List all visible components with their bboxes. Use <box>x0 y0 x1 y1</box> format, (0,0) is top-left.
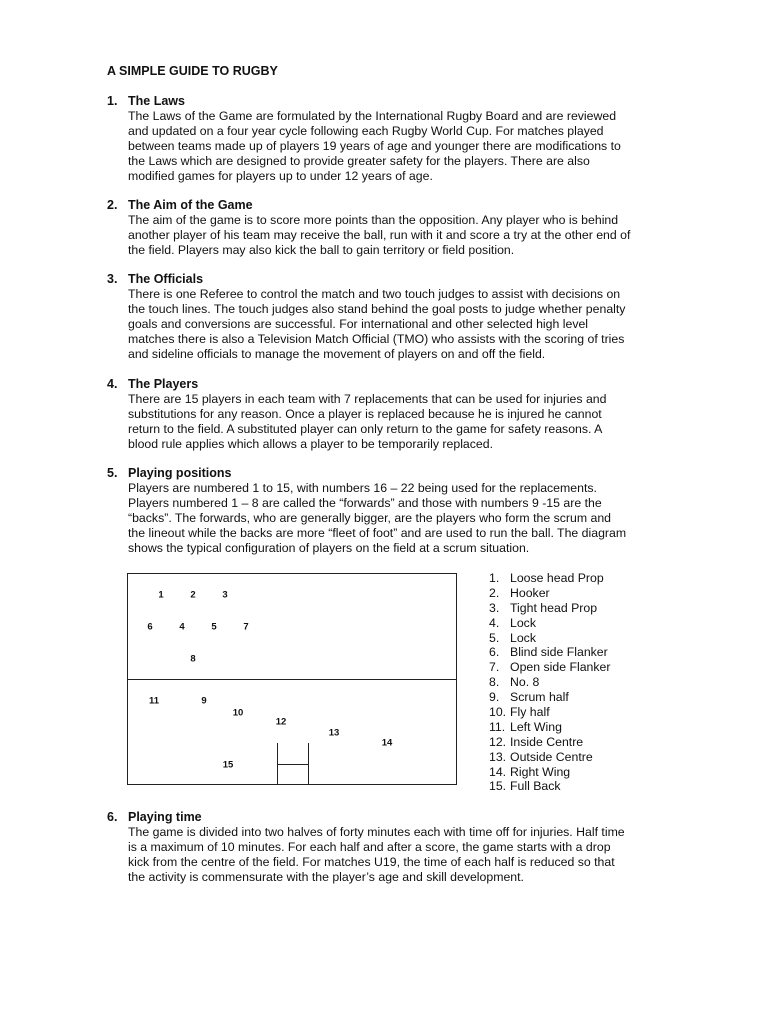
legend-number: 14. <box>489 764 507 779</box>
paragraph-line: The game is divided into two halves of forty minutes each with time off for injuries. Half time <box>128 825 625 839</box>
legend-item <box>489 750 610 765</box>
section-body <box>128 109 667 184</box>
legend-number: 7. <box>489 660 500 675</box>
paragraph-line: blood rule applies which allows a player to be temporarily replaced. <box>128 437 494 451</box>
player-marker-10: 10 <box>232 707 244 719</box>
paragraph-line: There is one Referee to control the match and two touch judges to assist with decisions on <box>128 287 621 301</box>
player-marker-8: 8 <box>190 653 196 665</box>
paragraph-line: substitutions for any reason. Once a player is replaced because he is injured he cannot <box>128 407 602 421</box>
section-body <box>128 825 667 885</box>
legend-item <box>489 735 610 750</box>
legend-label: Fly half <box>510 705 550 720</box>
section-heading <box>107 810 667 825</box>
paragraph-line: The Laws of the Game are formulated by the International Rugby Board and are reviewed <box>128 109 617 123</box>
legend-item <box>489 571 610 586</box>
legend-item <box>489 720 610 735</box>
legend-label: Loose head Prop <box>510 571 604 585</box>
section-title: The Laws <box>128 94 185 108</box>
legend-item <box>489 675 610 690</box>
legend-label: Full Back <box>510 779 561 794</box>
legend-label: Tight head Prop <box>510 600 598 615</box>
goal-crossbar <box>277 764 308 765</box>
legend-label: Blind side Flanker <box>510 645 608 660</box>
section-aim-of-the-game <box>107 198 667 258</box>
legend-number: 13. <box>489 749 507 764</box>
section-laws <box>107 94 667 184</box>
section-number: 2. <box>107 198 118 212</box>
section-playing-positions <box>107 466 667 556</box>
legend-number: 10. <box>489 705 507 720</box>
player-marker-12: 12 <box>275 716 287 728</box>
legend-number: 6. <box>489 645 500 660</box>
section-heading <box>107 377 667 392</box>
legend-label: Open side Flanker <box>510 660 611 675</box>
section-title: The Aim of the Game <box>128 198 253 212</box>
paragraph-line: goals and conversions are successful. For international and other selected high level <box>128 317 589 331</box>
section-title: The Players <box>128 377 199 391</box>
legend-number: 9. <box>489 690 500 705</box>
paragraph-line: between teams made up of players 19 years of age and younger there are modifications to <box>128 139 621 153</box>
legend-label: Outside Centre <box>510 749 593 764</box>
player-marker-1: 1 <box>158 589 164 601</box>
paragraph-line: and sideline officials to manage the movement of players on and off the field. <box>128 347 546 361</box>
player-marker-7: 7 <box>243 621 249 633</box>
paragraph-line: matches there is also a Television Match Official (TMO) who assists with the scoring of tries <box>128 332 625 346</box>
section-heading <box>107 94 667 109</box>
legend-label: Inside Centre <box>510 734 584 749</box>
legend-number: 1. <box>489 571 500 585</box>
paragraph-line: the lineout while the backs are more “fleet of foot” and are used to run the ball. The diagram <box>128 526 627 540</box>
section-heading <box>107 198 667 213</box>
legend-number: 8. <box>489 675 500 690</box>
section-heading <box>107 466 667 481</box>
legend-label: Lock <box>510 615 536 630</box>
section-body <box>128 481 667 556</box>
player-marker-11: 11 <box>148 695 160 707</box>
section-title: Playing positions <box>128 466 232 480</box>
legend-label: Hooker <box>510 585 550 600</box>
legend-number: 12. <box>489 734 507 749</box>
paragraph-line: The aim of the game is to score more points than the opposition. Any player who is behind <box>128 213 619 227</box>
paragraph-line: the activity is commensurate with the player’s age and skill development. <box>128 870 524 884</box>
section-body <box>128 213 667 258</box>
player-marker-14: 14 <box>381 737 393 749</box>
section-heading <box>107 272 667 287</box>
paragraph-line: There are 15 players in each team with 7 replacements that can be used for injuries and <box>128 392 607 406</box>
paragraph-line: “backs”. The forwards, who are generally bigger, are the players who form the scrum and <box>128 511 611 525</box>
paragraph-line: the Laws which are designed to provide greater safety for the players. There are also <box>128 154 590 168</box>
legend-number: 5. <box>489 630 500 645</box>
section-body <box>128 392 667 452</box>
paragraph-line: Players numbered 1 – 8 are called the “forwards” and those with numbers 9 -15 are the <box>128 496 602 510</box>
paragraph-line: Players are numbered 1 to 15, with numbers 16 – 22 being used for the replacements. <box>128 481 597 495</box>
legend-item <box>489 705 610 720</box>
section-title: The Officials <box>128 272 204 286</box>
legend-label: No. 8 <box>510 675 540 690</box>
section-number: 3. <box>107 272 118 286</box>
player-marker-6: 6 <box>147 621 153 633</box>
section-number: 5. <box>107 466 118 480</box>
document-title: A SIMPLE GUIDE TO RUGBY <box>107 64 278 78</box>
legend-label: Right Wing <box>510 764 571 779</box>
legend-item <box>489 601 610 616</box>
section-officials <box>107 272 667 362</box>
player-marker-9: 9 <box>201 695 207 707</box>
legend-item <box>489 616 610 631</box>
legend-item <box>489 690 610 705</box>
legend-item <box>489 660 610 675</box>
section-body <box>128 287 667 362</box>
paragraph-line: the field. Players may also kick the ball to gain territory or field position. <box>128 243 515 257</box>
legend-item <box>489 645 610 660</box>
paragraph-line: kick from the centre of the field. For matches U19, the time of each half is reduced so that <box>128 855 615 869</box>
player-marker-13: 13 <box>328 727 340 739</box>
paragraph-line: shows the typical configuration of players on the field at a scrum situation. <box>128 541 530 555</box>
legend-number: 11. <box>489 719 506 734</box>
player-marker-4: 4 <box>179 621 185 633</box>
player-marker-2: 2 <box>190 589 196 601</box>
legend-item <box>489 765 610 780</box>
legend-label: Lock <box>510 630 536 645</box>
player-marker-3: 3 <box>222 589 228 601</box>
legend-number: 2. <box>489 585 500 600</box>
section-title: Playing time <box>128 810 202 824</box>
legend-item <box>489 779 610 794</box>
paragraph-line: and updated on a four year cycle following each Rugby World Cup. For matches played <box>128 124 604 138</box>
player-marker-15: 15 <box>222 759 234 771</box>
legend-number: 4. <box>489 615 500 630</box>
section-players <box>107 377 667 452</box>
legend-item <box>489 631 610 646</box>
paragraph-line: modified games for players up to under 12 years of age. <box>128 169 433 183</box>
legend-number: 15. <box>489 779 507 794</box>
goal-post-right <box>308 743 309 785</box>
legend-item <box>489 586 610 601</box>
section-number: 1. <box>107 94 118 108</box>
field-halfway-line <box>128 679 456 680</box>
section-number: 6. <box>107 810 118 824</box>
paragraph-line: return to the field. A substituted player can only return to the game for safety reasons. A <box>128 422 603 436</box>
paragraph-line: is a maximum of 10 minutes. For each half and after a score, the game starts with a drop <box>128 840 611 854</box>
player-marker-5: 5 <box>211 621 217 633</box>
paragraph-line: the touch lines. The touch judges also stand behind the goal posts to judge whether penalty <box>128 302 626 316</box>
section-number: 4. <box>107 377 118 391</box>
legend-label: Scrum half <box>510 690 569 705</box>
section-playing-time <box>107 810 667 885</box>
legend-label: Left Wing <box>510 719 562 734</box>
scrum-formation-diagram <box>127 573 457 785</box>
paragraph-line: another player of his team may receive the ball, run with it and score a try at the other end of <box>128 228 631 242</box>
positions-legend <box>489 571 610 794</box>
legend-number: 3. <box>489 600 500 615</box>
